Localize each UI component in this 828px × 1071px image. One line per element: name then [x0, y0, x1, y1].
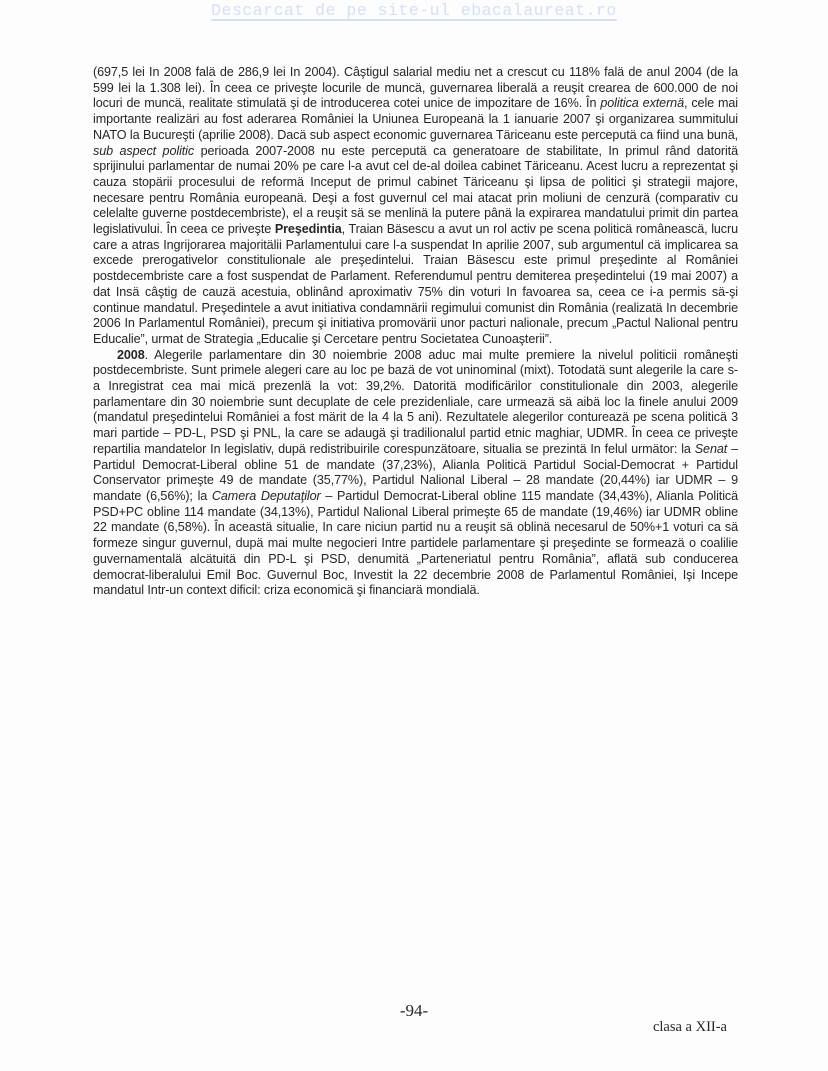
paragraph	[93, 65, 738, 348]
text-segment: (697,5 lei In 2008 falä de 286,9 lei In 2004). Câştigul salarial mediu net a crescut cu 118% falä de anul 2004 (de la 599 lei la 1.308 lei). În ceea ce priveşte locurile de muncä, guvernarea liberalä a reuşit crearea de 600.000 de noi locuri de muncä, realitate stimulatä şi de introducerea cotei unice de impozitare de 16%. În	[93, 65, 738, 111]
text-segment: 2008	[117, 347, 145, 362]
class-label: clasa a XII-a	[652, 1019, 727, 1035]
text-segment: Camera Deputaţilor	[211, 488, 321, 503]
page-number: -94-	[399, 1001, 429, 1020]
text-segment: , cele mai importante realizäri au fost aderarea României la Uniunea Europeanä la 1 ianuarie 2007 şi organizarea summitului NATO la Bucureşti (aprilie 2008). Dacä sub aspect economic guvernarea Täriceanu este perceputä ca fiind una bunä,	[93, 96, 738, 142]
watermark-text: Descarcat de pe site-ul ebacalaureat.ro	[211, 1, 617, 20]
text-segment: politica externä	[600, 96, 684, 111]
text-segment: – Partidul Democrat-Liberal obline 51 de mandate (37,23%), Alianla Politicä Partidul Social-Democrat + Partidul Conservator primeşte 49 de mandate (35,77%), Partidul Nalional Liberal – 28 mandate (20,44%) iar UDMR – 9 mandate (6,56%); la	[93, 441, 738, 503]
text-segment: , Traian Bäsescu a avut un rol activ pe scena politicä româneascä, lucru care a atras Ingrijorarea majoritälii Parlamentului care l-a suspendat In aprilie 2007, sub argumentul cä implicarea sa excede prerogativelor constitulionale ale preşedintelui. Traian Bäsescu este primul preşedinte al României postdecembriste care a fost suspendat de Parlament. Referendumul pentru demiterea preşedintelui (19 mai 2007) a dat Insä câştig de cauzä acestuia, oblinând aproximativ 75% din voturi In favoarea sa, ceea ce i-a permis sä-şi continue mandatul. Preşedintele a avut initiativa condamnärii regimului comunist din România (realizatä In decembrie 2006 In Parlamentul României), precum şi initiativa promovärii unor pacturi nalionale, precum „Pactul Nalional pentru Educalie”, urmat de Strategia „Educalie şi Cercetare pentru Societatea Cunoaşterii”.	[93, 222, 738, 346]
paragraph	[93, 348, 738, 599]
text-segment: sub aspect politic	[93, 143, 195, 158]
text-segment: Senat	[694, 441, 728, 456]
document-body	[93, 65, 738, 599]
text-segment: Preşedintia	[274, 222, 342, 237]
text-segment: perioada 2007-2008 nu este perceputä ca generatoare de stabilitate, In primul rând datoritä sprijinului parlamentar de numai 20% pe care l-a avut cel de-al doilea cabinet Täriceanu. Acest lucru a reprezentat şi cauza stopärii procesului de reformä Inceput de primul cabinet Täriceanu şi lipsa de politici şi strategii majore, necesare pentru România europeanä. Deşi a fost guvernul cel mai atacat prin moliuni de cenzurä (comparativ cu celelalte guverne postdecembriste), el a reuşit sä se menlinä la putere pânä la expirarea mandatului primit din partea legislativului. În ceea ce priveşte	[93, 143, 738, 237]
text-segment: – Partidul Democrat-Liberal obline 115 mandate (34,43%), Alianla Politicä PSD+PC obline 114 mandate (34,13%), Partidul Nalional Liberal primeşte 65 de mandate (19,46%) iar UDMR obline 22 mandate (6,58%). În aceastä situalie, In care niciun partid nu a reuşit sä oblinä necesarul de 50%+1 voturi ca sä formeze singur guvernul, dupä mai multe negocieri Intre partidele parlamentare şi preşedinte se formeazä o coalilie guvernamentalä alcätuitä din PD-L şi PSD, denumitä „Parteneriatul pentru România”, aflatä sub conducerea democrat-liberalului Emil Boc. Guvernul Boc, Investit la 22 decembrie 2008 de Parlamentul României, Işi Incepe mandatul Intr-un context dificil: criza economicä şi financiarä mondialä.	[93, 488, 739, 598]
text-segment: . Alegerile parlamentare din 30 noiembrie 2008 aduc mai multe premiere la nivelul politicii româneşti postdecembriste. Sunt primele alegeri care au loc pe bazä de vot uninominal (mixt). Totodatä sunt alegerile la care s-a Inregistrat cea mai micä prezenlä la vot: 39,2%. Datoritä modificärilor constitulionale din 2003, alegerile parlamentare din 30 noiembrie sunt decuplate de cele prezidenliale, care urmeazä sä aibä loc la finele anului 2009 (mandatul preşedintelui României a fost märit de la 4 la 5 ani). Rezultatele alegerilor contureazä pe scena politicä 3 mari partide – PD-L, PSD şi PNL, la care se adaugä şi tradilionalul partid etnic maghiar, UDMR. În ceea ce priveşte repartilia mandatelor In legislativ, dupä redistribuirile corespunzätoare, situalia se prezintä In felul urmätor: la	[93, 347, 738, 456]
